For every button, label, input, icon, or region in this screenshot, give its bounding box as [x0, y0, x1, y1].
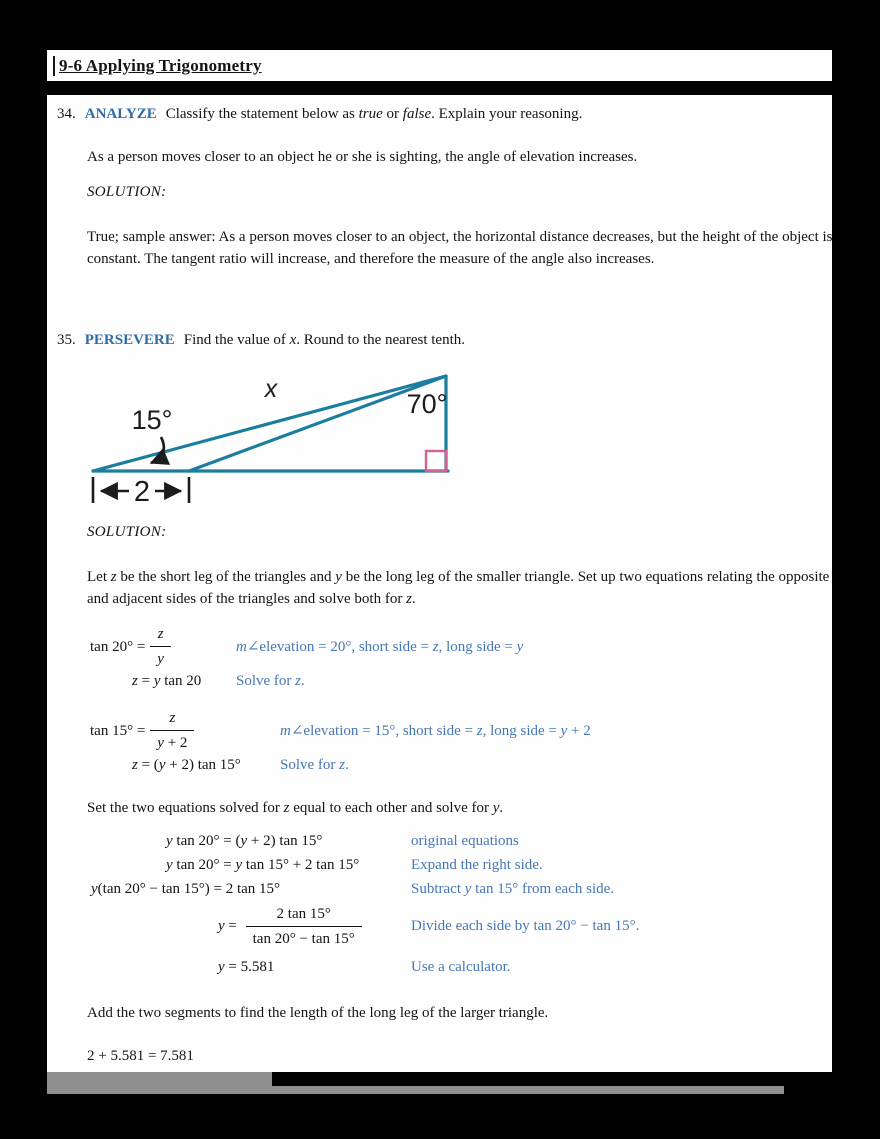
equation-tan20-step-note: Solve for z.: [236, 673, 305, 689]
hypotenuse-label: x: [264, 375, 278, 403]
lesson-title: 9-6 Applying Trigonometry: [53, 56, 262, 76]
solve-steps: [90, 829, 832, 979]
final-equation: 2 + 5.581 = 7.581: [87, 1048, 194, 1064]
angle-pointer-arrow-icon: [151, 437, 164, 463]
footer-bar-right: [272, 1086, 784, 1094]
solution-label-34: SOLUTION:: [87, 184, 167, 200]
step-equation-lhs: y =: [218, 917, 237, 934]
equation-group-tan15: [90, 707, 832, 776]
segment-length-label: 2: [133, 476, 151, 505]
step-note: Use a calculator.: [411, 959, 511, 975]
step-equation: y(tan 20° − tan 15°) = 2 tan 15°: [91, 881, 281, 897]
equation-tan20-note: m∠elevation = 20°, short side = z, long side = y: [236, 638, 524, 655]
solve-step-row: [90, 853, 832, 877]
worksheet-page: [47, 95, 832, 1072]
fraction-numerator: 2 tan 15°: [246, 903, 362, 927]
equation-tan15-step: [90, 754, 832, 776]
setup-paragraph: Let z be the short leg of the triangles and y be the long leg of the smaller triangle. Set up two equations relating the opposite and adjacent sides of the triangles and solve both for z.: [87, 569, 830, 607]
step-equation: y tan 20° = (y + 2) tan 15°: [166, 833, 323, 849]
step-equation: y tan 20° = y tan 15° + 2 tan 15°: [166, 857, 360, 873]
step-equation: y = 5.581: [218, 959, 275, 975]
step-note: Expand the right side.: [411, 857, 543, 873]
question-35-prompt: [57, 329, 465, 351]
lesson-header-bar: [47, 50, 832, 81]
fraction-numerator: z: [150, 707, 194, 731]
equation-tan15-step-eq: z = (y + 2) tan 15°: [132, 757, 241, 773]
fraction-2tan15-over-difference: [246, 903, 362, 950]
equation-tan20-lhs: tan 20° =: [90, 638, 146, 655]
equation-tan20-step-eq: z = y tan 20: [132, 673, 202, 689]
solve-step-row: [90, 955, 832, 979]
question-35-number: 35.: [57, 332, 76, 348]
equation-tan20: [90, 623, 832, 670]
equation-tan15-note: m∠elevation = 15°, short side = z, long side = y + 2: [280, 722, 591, 739]
add-segments-instruction: Add the two segments to find the length of the long leg of the larger triangle.: [87, 1005, 549, 1021]
question-34-prompt: [57, 103, 582, 125]
fraction-denominator: y + 2: [157, 735, 188, 751]
equation-tan15-step-note: Solve for z.: [280, 757, 349, 773]
fraction-denominator: tan 20° − tan 15°: [252, 930, 355, 947]
equation-tan15: [90, 707, 832, 754]
question-34-keyword: ANALYZE: [84, 106, 157, 122]
triangle-diagram: [85, 365, 465, 505]
solution-label-35: SOLUTION:: [87, 524, 167, 540]
question-35-text: Find the value of x. Round to the nearest tenth.: [183, 332, 465, 348]
step-note: original equations: [411, 833, 519, 849]
large-angle-label: 70°: [406, 389, 448, 419]
footer-bar-left: [47, 1072, 272, 1094]
question-34-statement: As a person moves closer to an object he or she is sighting, the angle of elevation increases.: [87, 149, 638, 165]
solve-step-row: [90, 877, 832, 901]
fraction-denominator: y: [157, 651, 164, 667]
solve-step-row-fraction: [90, 901, 832, 951]
combine-instruction: Set the two equations solved for z equal to each other and solve for y.: [87, 800, 504, 816]
right-angle-icon: [426, 451, 446, 471]
question-34-number: 34.: [57, 106, 76, 122]
equation-group-tan20: [90, 623, 832, 692]
fraction-numerator: z: [150, 623, 171, 647]
question-34-text: Classify the statement below as true or false. Explain your reasoning.: [165, 106, 583, 122]
step-note: Divide each side by tan 20° − tan 15°.: [411, 918, 640, 934]
equation-tan15-lhs: tan 15° =: [90, 722, 146, 739]
step-note: Subtract y tan 15° from each side.: [411, 881, 615, 897]
question-35-keyword: PERSEVERE: [84, 332, 175, 348]
fraction-z-over-y: [150, 623, 171, 670]
equation-tan20-step: [90, 670, 832, 692]
fraction-z-over-y-plus-2: [150, 707, 194, 754]
small-angle-label: 15°: [131, 405, 173, 435]
answer-34: True; sample answer: As a person moves closer to an object, the horizontal distance decreases, but the height of the object is constant. The tangent ratio will increase, and therefore the measure of the angle also increases.: [87, 229, 833, 267]
solve-step-row: [90, 829, 832, 853]
